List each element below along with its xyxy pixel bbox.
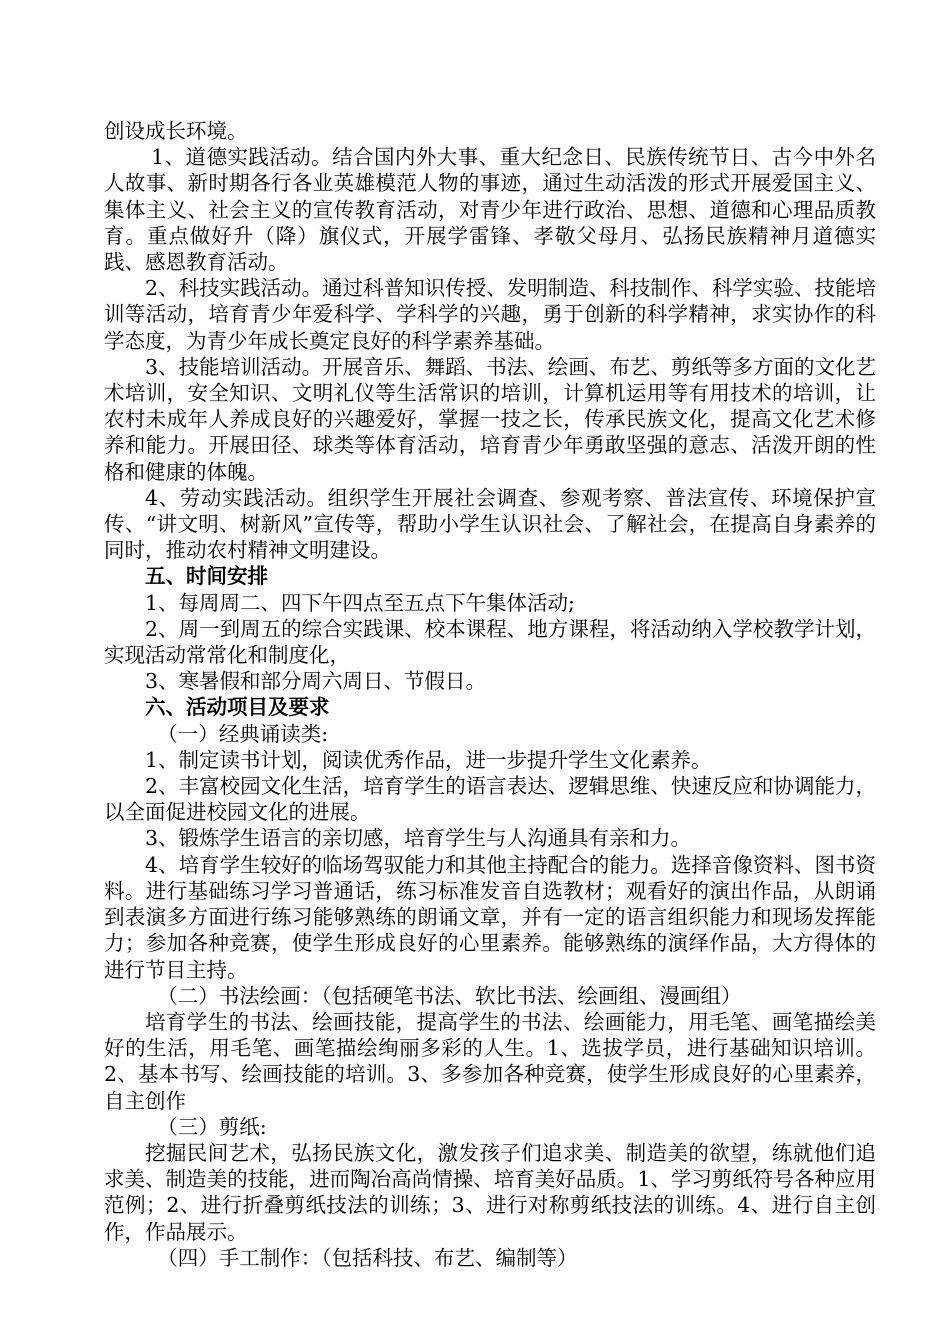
paragraph-intro: 创设成长环境。 (104, 119, 248, 143)
paragraph-reading-1: 1、制定读书计划，阅读优秀作品，进一步提升学生文化素养。 (145, 747, 712, 772)
paragraph-schedule-2: 2、周一到周五的综合实践课、校本课程、地方课程，将活动纳入学校教学计划，实现活动常常化和制度化， (104, 616, 876, 668)
paragraph-paper-cutting: 挖掘民间艺术，弘扬民族文化，激发孩子们追求美、制造美的欲望，练就他们追求美、制造美的技能，进而陶冶高尚情操、培育美好品质。1、学习剪纸符号各种应用范例；2、进行折叠剪纸技法的训练；3、进行对称剪纸技法的训练。4、进行自主创作，作品展示。 (104, 1140, 876, 1244)
heading-activities: 六、活动项目及要求 (145, 695, 330, 720)
paragraph-reading-4: 4、培育学生较好的临场驾驭能力和其他主持配合的能力。选择音像资料、图书资料。进行基础练习学习普通话，练习标准发音自选教材；观看好的演出作品，从朗诵到表演多方面进行练习能够熟练的朗诵文章，并有一定的语言组织能力和现场发挥能力；参加各种竞赛，使学生形成良好的心里素养。能够熟练的演绎作品，大方得体的进行节目主持。 (104, 852, 876, 982)
heading-schedule: 五、时间安排 (145, 564, 268, 589)
paragraph-reading-2: 2、丰富校园文化生活，培育学生的语言表达、逻辑思维、快速反应和协调能力，以全面促进校园文化的进展。 (104, 774, 876, 825)
paragraph-skill-training: 3、技能培训活动。开展音乐、舞蹈、书法、绘画、布艺、剪纸等多方面的文化艺术培训，安全知识、文明礼仪等生活常识的培训，计算机运用等有用技术的培训，让农村未成年人养成良好的兴趣爱好，掌握一技之长，传承民族文化，提高文化艺术修养和能力。开展田径、球类等体育活动，培育青少年勇敢坚强的意志、活泼开朗的性格和健康的体魄。 (104, 354, 876, 484)
paragraph-calligraphy: 培育学生的书法、绘画技能，提高学生的书法、绘画能力，用毛笔、画笔描绘美好的生活，用毛笔、画笔描绘绚丽多彩的人生。1、选拔学员，进行基础知识培训。 2、基本书写、绘画技能的培训。3、多参加各种竞赛，使学生形成良好的心里素养，自主创作 (104, 1009, 876, 1113)
paragraph-tech-practice: 2、科技实践活动。通过科普知识传授、发明制造、科技制作、科学实验、技能培训等活动，培育青少年爱科学、学科学的兴趣，勇于创新的科学精神，求实协作的科学态度，为青少年成长奠定良好的科学素养基础。 (104, 276, 876, 353)
subheading-handcraft: （四）手工制作：（包括科技、布艺、编制等） (157, 1245, 578, 1270)
document-page (104, 118, 876, 1271)
paragraph-moral-practice: 1、道德实践活动。结合国内外大事、重大纪念日、民族传统节日、古今中外名人故事、新时期各行各业英雄模范人物的事迹，通过生动活泼的形式开展爱国主义、集体主义、社会主义的宣传教育活动，对青少年进行政治、思想、道德和心理品质教育。重点做好升（降）旗仪式，开展学雷锋、孝敬父母月、弘扬民族精神月道德实践、感恩教育活动。 (104, 145, 876, 275)
subheading-calligraphy: （二）书法绘画：（包括硬笔书法、软比书法、绘画组、漫画组） (157, 983, 742, 1008)
subheading-paper-cutting: （三）剪纸: (157, 1114, 267, 1139)
paragraph-schedule-1: 1、每周周二、四下午四点至五点下午集体活动; (145, 590, 575, 615)
subheading-classic-reading: （一）经典诵读类: (157, 721, 329, 746)
paragraph-schedule-3: 3、寒暑假和部分周六周日、节假日。 (145, 669, 487, 694)
paragraph-labor-practice: 4、劳动实践活动。组织学生开展社会调查、参观考察、普法宣传、环境保护宣传、“讲文明、树新风”宣传等，帮助小学生认识社会、了解社会，在提高自身素养的同时，推动农村精神文明建设。 (104, 485, 876, 563)
paragraph-reading-3: 3、锻炼学生语言的亲切感，培育学生与人沟通具有亲和力。 (145, 826, 692, 851)
